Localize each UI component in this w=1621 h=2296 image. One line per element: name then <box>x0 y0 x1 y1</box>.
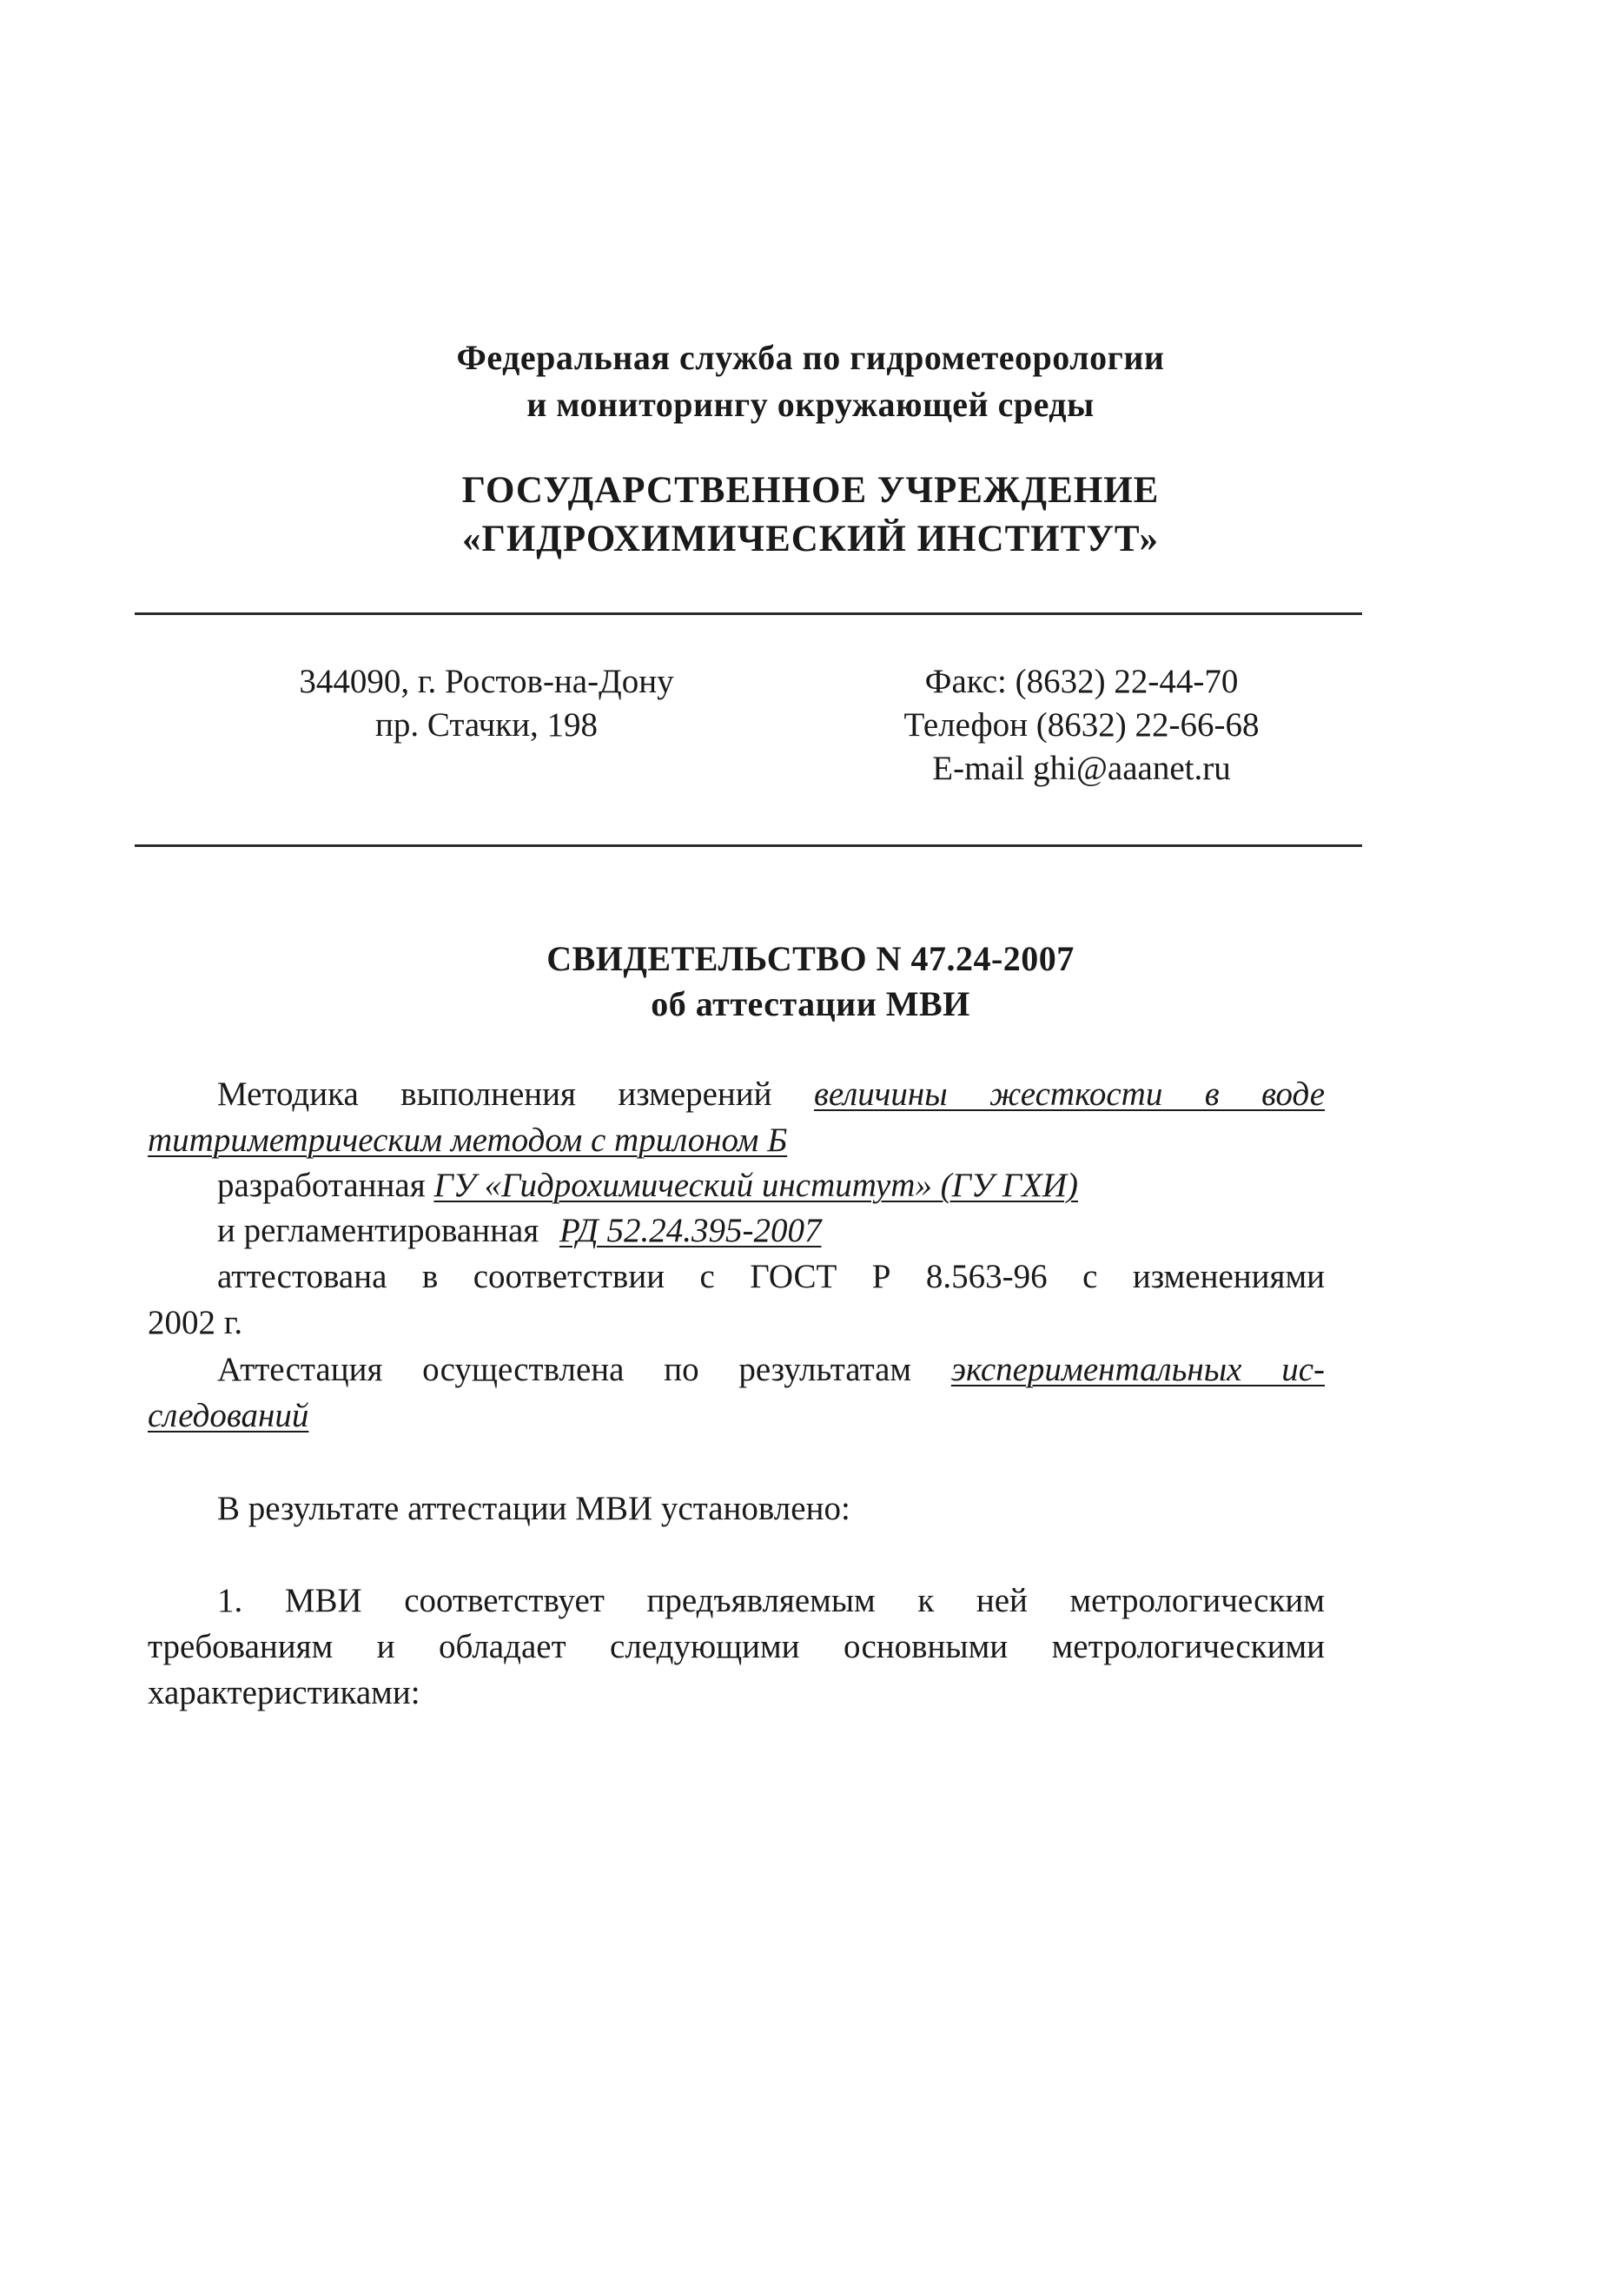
agency-name-line2: и мониторингу окружающей среды <box>526 385 1095 424</box>
fax-number: Факс: (8632) 22-44-70 <box>924 663 1239 700</box>
agency-name-line1: Федеральная служба по гидрометеорологии <box>456 338 1165 377</box>
postal-address <box>235 660 738 747</box>
basis-type-a: экспериментальных ис- <box>950 1351 1325 1388</box>
regulation-document: РД 52.24.395-2007 <box>559 1212 822 1249</box>
method-line2 <box>148 1119 787 1162</box>
bottom-divider <box>135 844 1362 847</box>
certificate-subtitle: об аттестации МВИ <box>651 984 970 1023</box>
developer-lead: разработанная <box>217 1167 426 1204</box>
developer-line <box>217 1164 1078 1208</box>
method-lead: Методика выполнения измерений <box>217 1075 772 1113</box>
basis-line2 <box>148 1394 308 1438</box>
method-subject-b: титриметрическим методом с трилоном Б <box>148 1122 788 1159</box>
top-divider <box>135 612 1362 615</box>
contact-details <box>856 660 1307 791</box>
institute-name-line1: ГОСУДАРСТВЕННОЕ УЧРЕЖДЕНИЕ <box>461 470 1160 511</box>
regulation-lead: и регламентированная <box>217 1212 539 1249</box>
email-address: E-mail ghi@aaanet.ru <box>932 750 1231 787</box>
result-item1-line3: характеристиками: <box>148 1674 420 1711</box>
result-item1-line2: требованиям и обладает следующими основными метрологическими <box>148 1628 1325 1665</box>
attestation-line1: аттестована в соответствии с ГОСТ Р 8.563-96 с изменениями <box>217 1258 1325 1295</box>
regulation-line <box>217 1209 821 1253</box>
result-intro: В результате аттестации МВИ установлено: <box>217 1490 850 1527</box>
institute-name-line2: «ГИДРОХИМИЧЕСКИЙ ИНСТИТУТ» <box>461 519 1159 559</box>
basis-lead: Аттестация осуществлена по результатам <box>217 1351 912 1388</box>
address-line1: 344090, г. Ростов-на-Дону <box>299 663 674 700</box>
method-line1 <box>217 1073 1325 1116</box>
result-item1-line1: 1. МВИ соответствует предъявляемым к ней метрологическим <box>217 1582 1325 1619</box>
address-line2: пр. Стачки, 198 <box>374 706 599 744</box>
certificate-title: СВИДЕТЕЛЬСТВО N 47.24-2007 <box>546 939 1075 978</box>
attestation-line2: 2002 г. <box>148 1304 243 1341</box>
phone-number: Телефон (8632) 22-66-68 <box>903 706 1260 744</box>
developer-name: ГУ «Гидрохимический институт» (ГУ ГХИ) <box>433 1167 1078 1204</box>
basis-line1 <box>217 1348 1325 1392</box>
basis-type-b: следований <box>148 1397 309 1434</box>
method-subject-a: величины жесткости в воде <box>813 1075 1326 1113</box>
